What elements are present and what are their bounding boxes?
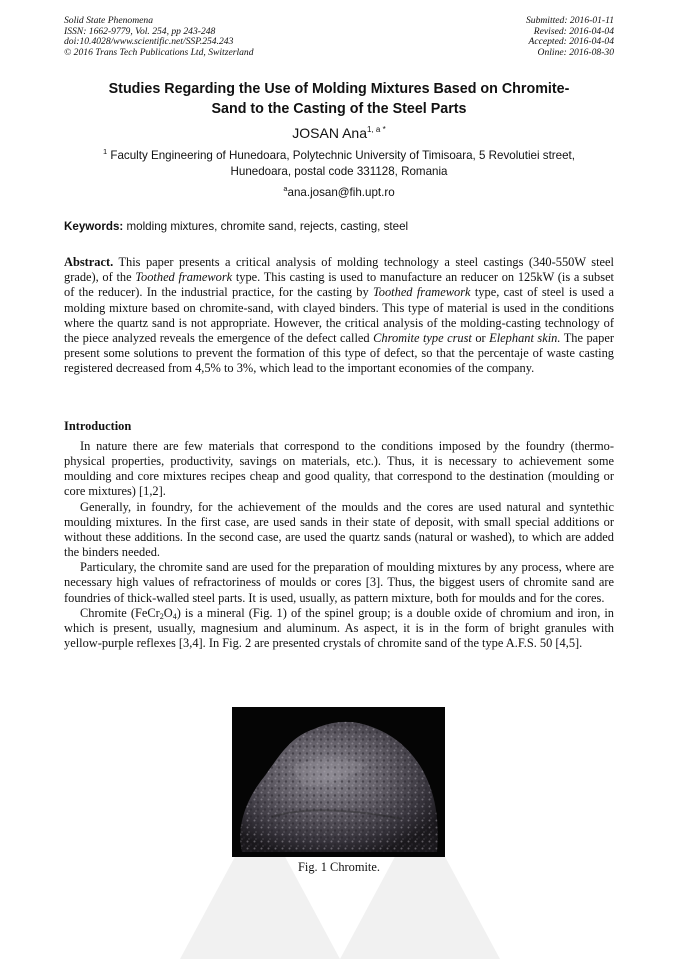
paragraph-text: Chromite (FeCr bbox=[80, 605, 160, 620]
abstract-italic: Toothed framework bbox=[135, 270, 233, 285]
paragraph: Particulary, the chromite sand are used for the preparation of moulding mixtures by any process, where are necessary high values of refractoriness of moulds or cores [3]. Thus, the biggest users of chromite sand are foundries of thick-walled steel parts. It is used, usually, as pattern mixture, both for moulds and for the cores. bbox=[64, 560, 614, 605]
introduction-body bbox=[64, 439, 614, 651]
paragraph: In nature there are few materials that correspond to the conditions imposed by the foundry (thermo-physical properties, productivity, savings on materials, etc.). Thus, it is necessary to achievement some moulding and core mixtures recipes cheap and good quality, that correspond to the destination (moulding or core mixtures) [1,2]. bbox=[64, 439, 614, 499]
affiliation-line-2: Hunedoara, postal code 331128, Romania bbox=[230, 165, 448, 178]
doi: doi:10.4028/www.scientific.net/SSP.254.243 bbox=[64, 36, 234, 48]
affiliation bbox=[64, 148, 614, 180]
abstract-text: type, cast of steel is used a molding mixture based on chromite-sand, with clayed binders. This type of material is used in the conditions where the quartz sand is not appropriate. However, the critical analysis of the molding-casting technology of the piece analyzed reveals the emergence of the defect called bbox=[64, 285, 614, 346]
abstract-italic: Elephant skin. bbox=[489, 331, 561, 346]
email bbox=[64, 185, 614, 200]
abstract-italic: Chromite type crust bbox=[373, 331, 472, 346]
subscript: 2 bbox=[159, 611, 164, 621]
publication-dates bbox=[526, 16, 614, 58]
chromite-rock-image bbox=[232, 707, 445, 857]
submitted-date: Submitted: 2016-01-11 bbox=[525, 15, 614, 26]
keywords bbox=[64, 219, 614, 234]
section-heading-introduction: Introduction bbox=[64, 419, 132, 433]
title-line-1: Studies Regarding the Use of Molding Mixtures Based on Chromite- bbox=[108, 81, 570, 97]
revised-date: Revised: 2016-04-04 bbox=[533, 25, 614, 37]
keywords-text: molding mixtures, chromite sand, rejects, casting, steel bbox=[123, 220, 409, 233]
copyright: © 2016 Trans Tech Publications Ltd, Switzerland bbox=[64, 46, 254, 58]
paragraph bbox=[64, 606, 614, 651]
abstract-italic: Toothed framework bbox=[373, 285, 471, 300]
abstract-text: This paper presents a critical analysis of molding technology a steel castings (340-550W steel grade), of the bbox=[64, 255, 614, 285]
keywords-label: Keywords: bbox=[64, 220, 124, 233]
paragraph-text: O bbox=[163, 605, 173, 620]
subscript: 4 bbox=[172, 611, 177, 621]
abstract bbox=[64, 255, 614, 377]
author-marks: 1, a * bbox=[367, 125, 386, 134]
abstract-text: type. This casting is used to manufacture an reducer on 125kW (is a subset of the reducer). In the industrial practice, for the casting by bbox=[64, 270, 615, 300]
abstract-text: The paper present some solutions to prevent the formation of this type of defect, so that the percentaje of waste casting registered decreased from 4,5% to 3%, which lead to the important economies of the company. bbox=[64, 331, 614, 376]
abstract-label: Abstract. bbox=[64, 255, 114, 269]
chromite-figure bbox=[232, 707, 445, 857]
issn: ISSN: 1662-9779, Vol. 254, pp 243-248 bbox=[64, 25, 216, 37]
paragraph: Generally, in foundry, for the achievement of the moulds and the cores are used natural and syntethic moulding mixtures. In the first case, are used sands in their state of deposit, with small special additions or without these additions. In the second case, are used the quartz sands (natural or washed), to which are added the binders needed. bbox=[64, 499, 614, 560]
author-name: JOSAN Ana bbox=[292, 125, 367, 141]
abstract-text: or bbox=[471, 331, 490, 346]
figure-caption: Fig. 1 Chromite. bbox=[298, 860, 380, 874]
affiliation-mark: 1 bbox=[102, 147, 108, 156]
email-mark: a bbox=[283, 184, 288, 193]
journal-name: Solid State Phenomena bbox=[64, 15, 153, 26]
accepted-date: Accepted: 2016-04-04 bbox=[528, 36, 614, 48]
online-date: Online: 2016-08-30 bbox=[537, 46, 614, 58]
paragraph-text: ) is a mineral (Fig. 1) of the spinel group; is a double oxide of chromium and iron, in which is present, usually, magnesium and aluminum. As aspect, it is in the form of bright granules with yellow-purple reflexes [3,4]. In Fig. 2 are presented crystals of chromite sand of the type A.F.S. 50 [4,5]. bbox=[64, 605, 614, 651]
author bbox=[64, 124, 614, 142]
journal-info bbox=[64, 16, 254, 58]
paper-title bbox=[64, 80, 614, 119]
email-address: ana.josan@fih.upt.ro bbox=[287, 186, 395, 199]
title-line-2: Sand to the Casting of the Steel Parts bbox=[211, 100, 467, 117]
affiliation-line-1: Faculty Engineering of Hunedoara, Polytechnic University of Timisoara, 5 Revolutiei street, bbox=[107, 149, 575, 162]
